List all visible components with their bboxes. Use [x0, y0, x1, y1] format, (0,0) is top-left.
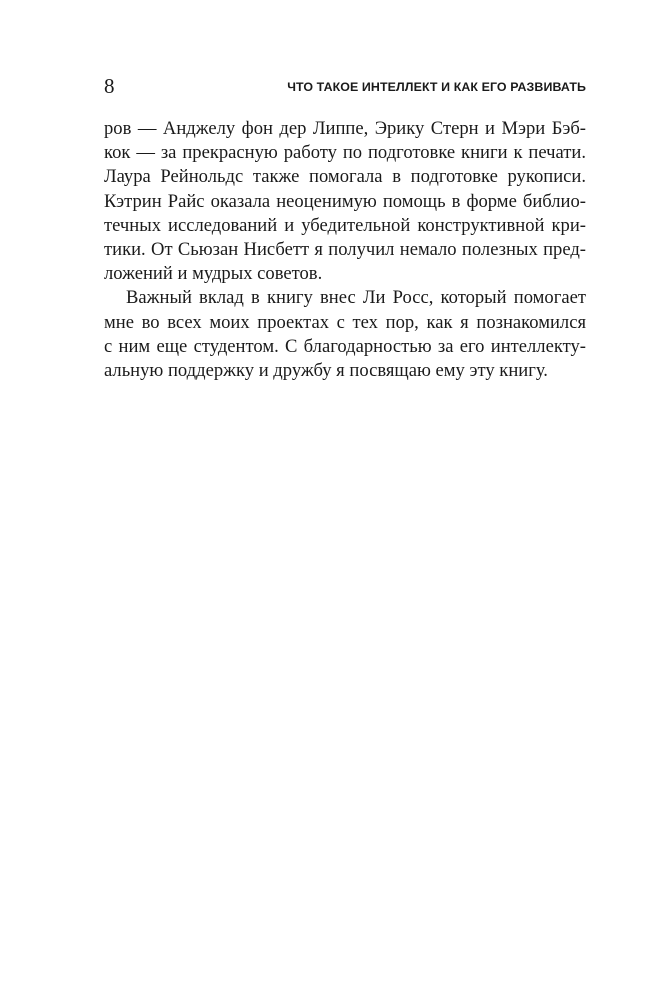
text-line: Кэтрин Райс оказала неоценимую помощь в форме библио-	[104, 190, 586, 212]
text-line: с ним еще студентом. С благодарностью за его интеллекту-	[104, 335, 586, 357]
running-head-title: ЧТО ТАКОЕ ИНТЕЛЛЕКТ И КАК ЕГО РАЗВИВАТЬ	[287, 80, 586, 94]
paragraph-2	[104, 286, 586, 383]
paragraph-1	[104, 117, 586, 286]
text-line: тики. От Сьюзан Нисбетт я получил немало полезных пред-	[104, 238, 586, 260]
text-line: Лаура Рейнольдс также помогала в подготовке рукописи.	[104, 166, 586, 188]
text-line: мне во всех моих проектах с тех пор, как я познакомился	[104, 311, 586, 333]
text-line: течных исследований и убедительной конструктивной кри-	[104, 214, 586, 236]
text-line: альную поддержку и дружбу я посвящаю ему эту книгу.	[104, 359, 548, 381]
page-number: 8	[104, 74, 115, 98]
text-line: ложений и мудрых советов.	[104, 263, 323, 285]
text-line: кок — за прекрасную работу по подготовке книги к печати.	[104, 142, 586, 164]
text-line: Важный вклад в книгу внес Ли Росс, который помогает	[126, 287, 586, 309]
text-line: ров — Анджелу фон дер Липпе, Эрику Стерн и Мэри Бэб-	[104, 118, 586, 139]
body-text	[104, 117, 586, 383]
